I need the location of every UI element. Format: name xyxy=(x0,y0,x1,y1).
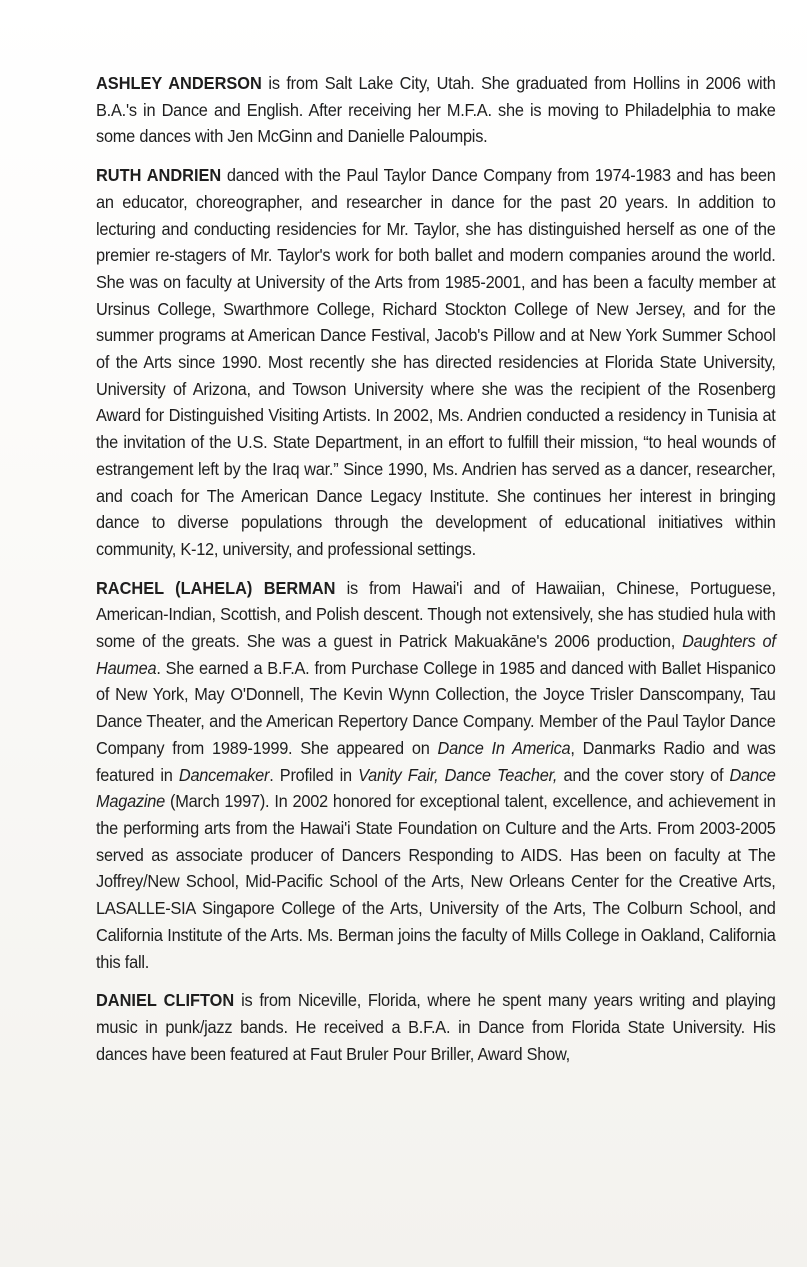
bio-text: (March 1997). In 2002 honored for exceptional talent, excellence, and achievement in the performing arts from the Hawai'i State Foundation on Culture and the Arts. From 2003-2005 served as associate producer of Dancers Responding to AIDS. Has been on faculty at The Joffrey/New School, Mid-Pacific School of the Arts, New Orleans Center for the Creative Arts, LASALLE-SIA Singapore College of the Arts, University of the Arts, The Colburn School, and California Institute of the Arts. Ms. Berman joins the faculty of Mills College in Oakland, California this fall. xyxy=(96,791,776,972)
bio-name: DANIEL CLIFTON xyxy=(96,990,235,1011)
bio-text: danced with the Paul Taylor Dance Company from 1974-1983 and has been an educator, choreographer, and researcher in dance for the past 20 years. In addition to lecturing and conducting residencies for Mr. Taylor, she has distinguished herself as one of the premier re-stagers of Mr. Taylor's work for both ballet and modern companies around the world. She was on faculty at University of the Arts from 1985-2001, and has been a faculty member at Ursinus College, Swarthmore College, Richard Stockton College of New Jersey, and for the summer programs at American Dance Festival, Jacob's Pillow and at New York Summer School of the Arts since 1990. Most recently she has directed residencies at Florida State University, University of Arizona, and Towson University where she was the recipient of the Rosenberg Award for Distinguished Visiting Artists. In 2002, Ms. Andrien conducted a residency in Tunisia at the invitation of the U.S. State Department, in an effort to fulfill their mission, “to heal wounds of estrangement left by the Iraq war.” Since 1990, Ms. Andrien has served as a dancer, researcher, and coach for The American Dance Legacy Institute. She continues her interest in bringing dance to diverse populations through the development of educational initiatives within community, K-12, university, and professional settings. xyxy=(96,165,776,559)
bio-text: and the cover story of xyxy=(557,764,730,785)
bio-name: ASHLEY ANDERSON xyxy=(96,73,262,93)
bio-text: , Danmarks Radio and was featured in xyxy=(96,737,776,785)
bio-text: is from Hawai'i and of Hawaiian, Chinese, Portuguese, American-Indian, Scottish, and Polish descent. Though not extensively, she has studied hula with some of the greats. She was a guest in Patrick Makuakāne's 2006 production, xyxy=(96,577,776,652)
bio-text: . She earned a B.F.A. from Purchase College in 1985 and danced with Ballet Hispanico of New York, May O'Donnell, The Kevin Wynn Collection, the Joyce Trisler Danscompany, Tau Dance Theater, and the American Repertory Dance Company. Member of the Paul Taylor Dance Company from 1989-1999. She appeared on xyxy=(96,657,776,758)
bio-name: RUTH ANDRIEN xyxy=(96,165,222,186)
bio-daniel-clifton xyxy=(96,987,776,1067)
bio-title-italic: Daughters of Haumea xyxy=(96,631,776,678)
bio-text: . Profiled in xyxy=(269,764,359,785)
bio-rachel-berman xyxy=(96,575,776,976)
bio-name: RACHEL (LAHELA) BERMAN xyxy=(96,577,336,598)
bio-text: is from Salt Lake City, Utah. She graduated from Hollins in 2006 with B.A.'s in Dance and English. After receiving her M.F.A. she is moving to Philadelphia to make some dances with Jen McGinn and Danielle Paloumpis. xyxy=(96,73,776,147)
bio-text: is from Niceville, Florida, where he spent many years writing and playing music in punk/jazz bands. He received a B.F.A. in Dance from Florida State University. His dances have been featured at Faut Bruler Pour Briller, Award Show, xyxy=(96,990,776,1064)
bio-title-italic: Dancemaker xyxy=(178,764,270,785)
bio-title-italic: Vanity Fair, Dance Teacher, xyxy=(358,764,558,785)
bio-title-italic: Dance Magazine xyxy=(96,764,776,812)
bio-ashley-anderson xyxy=(96,70,776,150)
bio-title-italic: Dance In America xyxy=(437,737,571,758)
bio-column xyxy=(96,70,776,1079)
bio-ruth-andrien xyxy=(96,162,776,563)
